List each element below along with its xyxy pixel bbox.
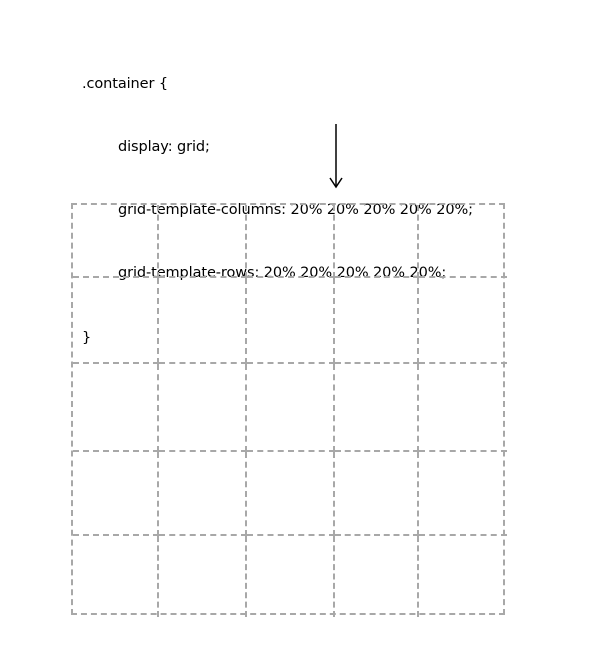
grid-cell [73, 452, 159, 536]
grid-cell [419, 205, 507, 278]
grid-cell [335, 364, 419, 452]
grid-cell [419, 536, 507, 617]
grid-diagram [71, 203, 505, 615]
code-closing-brace: } [82, 330, 92, 346]
grid-cell [159, 205, 247, 278]
grid-cell [247, 205, 335, 278]
grid-cell [335, 278, 419, 364]
grid-cell [335, 452, 419, 536]
grid-cell [159, 278, 247, 364]
grid-cell [73, 278, 159, 364]
code-columns-line: grid-template-columns: 20% 20% 20% 20% 20%; [118, 202, 473, 218]
grid-cell [159, 364, 247, 452]
down-arrow-icon [326, 124, 346, 190]
grid-cell [247, 364, 335, 452]
grid-cell [73, 205, 159, 278]
code-selector-line: .container { [82, 76, 168, 92]
code-display-line: display: grid; [118, 139, 210, 155]
grid-cell [159, 536, 247, 617]
code-rows-line: grid-template-rows: 20% 20% 20% 20% 20%; [118, 265, 447, 281]
grid-cell [419, 278, 507, 364]
grid-cell [247, 452, 335, 536]
grid-cell [73, 536, 159, 617]
grid-cell [419, 364, 507, 452]
grid-cell [247, 278, 335, 364]
grid-cell [335, 536, 419, 617]
grid-cell [335, 205, 419, 278]
grid-cell [73, 364, 159, 452]
grid-cell [159, 452, 247, 536]
grid-cell [419, 452, 507, 536]
grid-cell [247, 536, 335, 617]
